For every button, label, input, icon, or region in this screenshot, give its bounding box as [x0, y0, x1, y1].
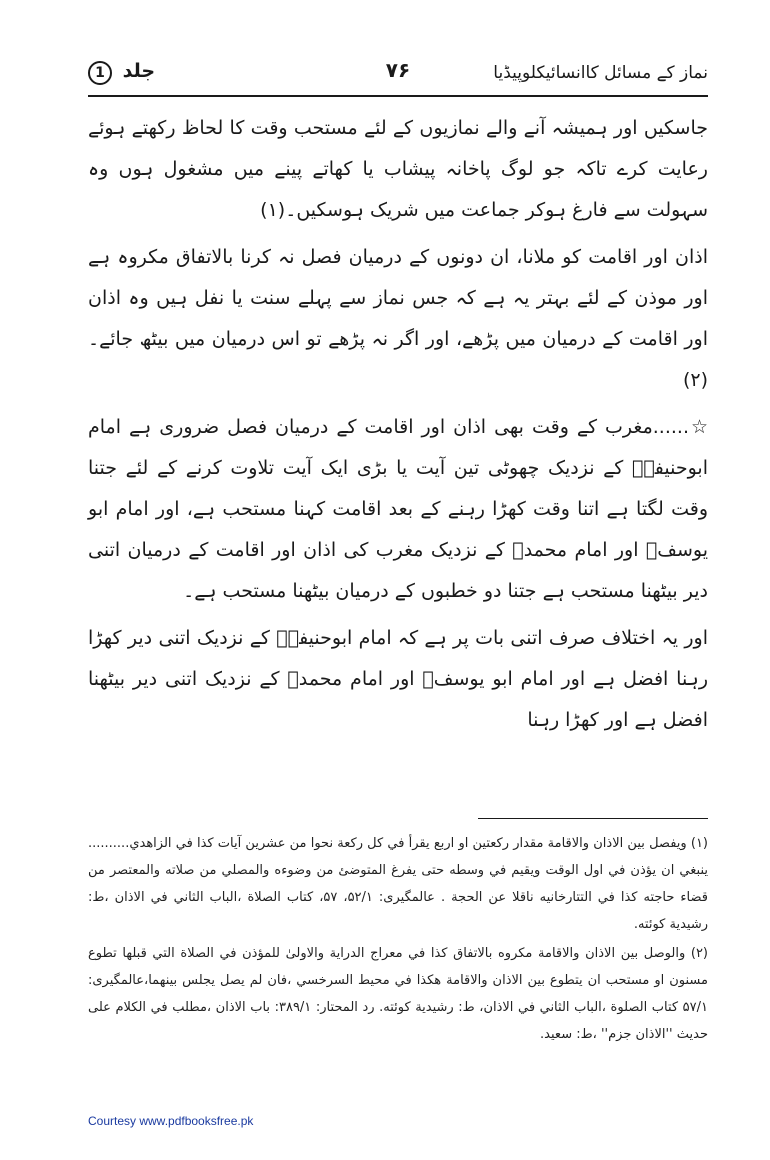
volume-number: 1	[88, 61, 112, 85]
body-text	[88, 108, 708, 747]
paragraph: جاسکیں اور ہمیشہ آنے والے نمازیوں کے لئے مستحب وقت کا لحاظ رکھتے ہوئے رعایت کرے تاکہ جو لوگ پاخانہ پیشاب یا کھاتے پینے میں مشغول ہوں وہ سہولت سے فارغ ہوکر جماعت میں شریک ہوسکیں۔(۱)	[88, 117, 708, 221]
paragraph: اذان اور اقامت کو ملانا، ان دونوں کے درمیان فصل نہ کرنا بالاتفاق مکروہ ہے اور موذن کے لئے بہتر یہ ہے کہ جس نماز سے پہلے سنت یا نفل ہیں وہ اذان اور اقامت کے درمیان میں پڑھے، اور اگر نہ پڑھے تو اس درمیان میں بیٹھ جائے۔(۲)	[88, 246, 708, 391]
document-page	[88, 40, 708, 1120]
header-rule	[88, 95, 708, 97]
courtesy-link[interactable]: Courtesy www.pdfbooksfree.pk	[88, 1114, 254, 1128]
footnotes	[88, 830, 708, 1050]
footnote: (۱) ويفصل بين الاذان والاقامة مقدار ركعتين او اربع يقرأ في كل ركعة نحوا من عشرين آيات كذا في الزاهدي.......... ينبغي ان يؤذن في اول الوقت ويقيم في وسطه حتى يفرغ المتوضئ من وضوءه والمصلي من صلاته والمعتصر من قضاء حاجته كذا في التتارخانيه ناقلا عن الحجة . عالمگیری: ۵۲/۱، ۵۷، کتاب الصلاة ،الباب الثاني في الاذان ،ط: رشيدية كوئته.	[88, 836, 708, 932]
volume-word: جلد	[122, 60, 156, 82]
paragraph: ☆......مغرب کے وقت بھی اذان اور اقامت کے درمیان فصل ضروری ہے امام ابوحنیفہؒ کے نزدیک چھوٹی تین آیت یا بڑی ایک آیت تلاوت کرنے کے لئے جتنا وقت لگتا ہے اتنا وقت کھڑا رہنے کے بعد اقامت کہنا مستحب ہے، اور امام ابو یوسفؒ اور امام محمدؒ کے نزدیک مغرب کی اذان اور اقامت کے درمیان اتنی دیر بیٹھنا مستحب ہے جتنا دو خطبوں کے درمیان بیٹھنا مستحب ہے۔	[88, 416, 708, 602]
paragraph: اور یہ اختلاف صرف اتنی بات پر ہے کہ امام ابوحنیفہؒ کے نزدیک اتنی دیر کھڑا رہنا افضل ہے اور امام ابو یوسفؒ اور امام محمدؒ کے نزدیک اتنی دیر بیٹھنا افضل ہے اور کھڑا رہنا	[88, 627, 708, 731]
book-title: نماز کے مسائل کاانسائیکلوپیڈیا	[493, 63, 708, 83]
page-number: ۷۶	[385, 58, 411, 82]
footnote-rule	[478, 818, 708, 819]
footnote: (۲) والوصل بين الاذان والاقامة مكروه بالاتفاق كذا في معراج الدراية والاولىٰ للمؤذن في الصلاة التي قبلها تطوع مسنون او مستحب ان يتطوع بين الاذان والاقامة هكذا في محيط السرخسي ،فان لم يصل يجلس بينهما،عالمگیری: ۵۷/۱ كتاب الصلوة ،الباب الثاني في الاذان، ط: رشيدية كوئته. رد المحتار: ۳۸۹/۱: باب الاذان ،مطلب في الكلام على حديث ''الاذان جزم'' ،ط: سعيد.	[88, 946, 708, 1042]
volume-label	[88, 60, 155, 85]
page-header	[88, 54, 708, 90]
